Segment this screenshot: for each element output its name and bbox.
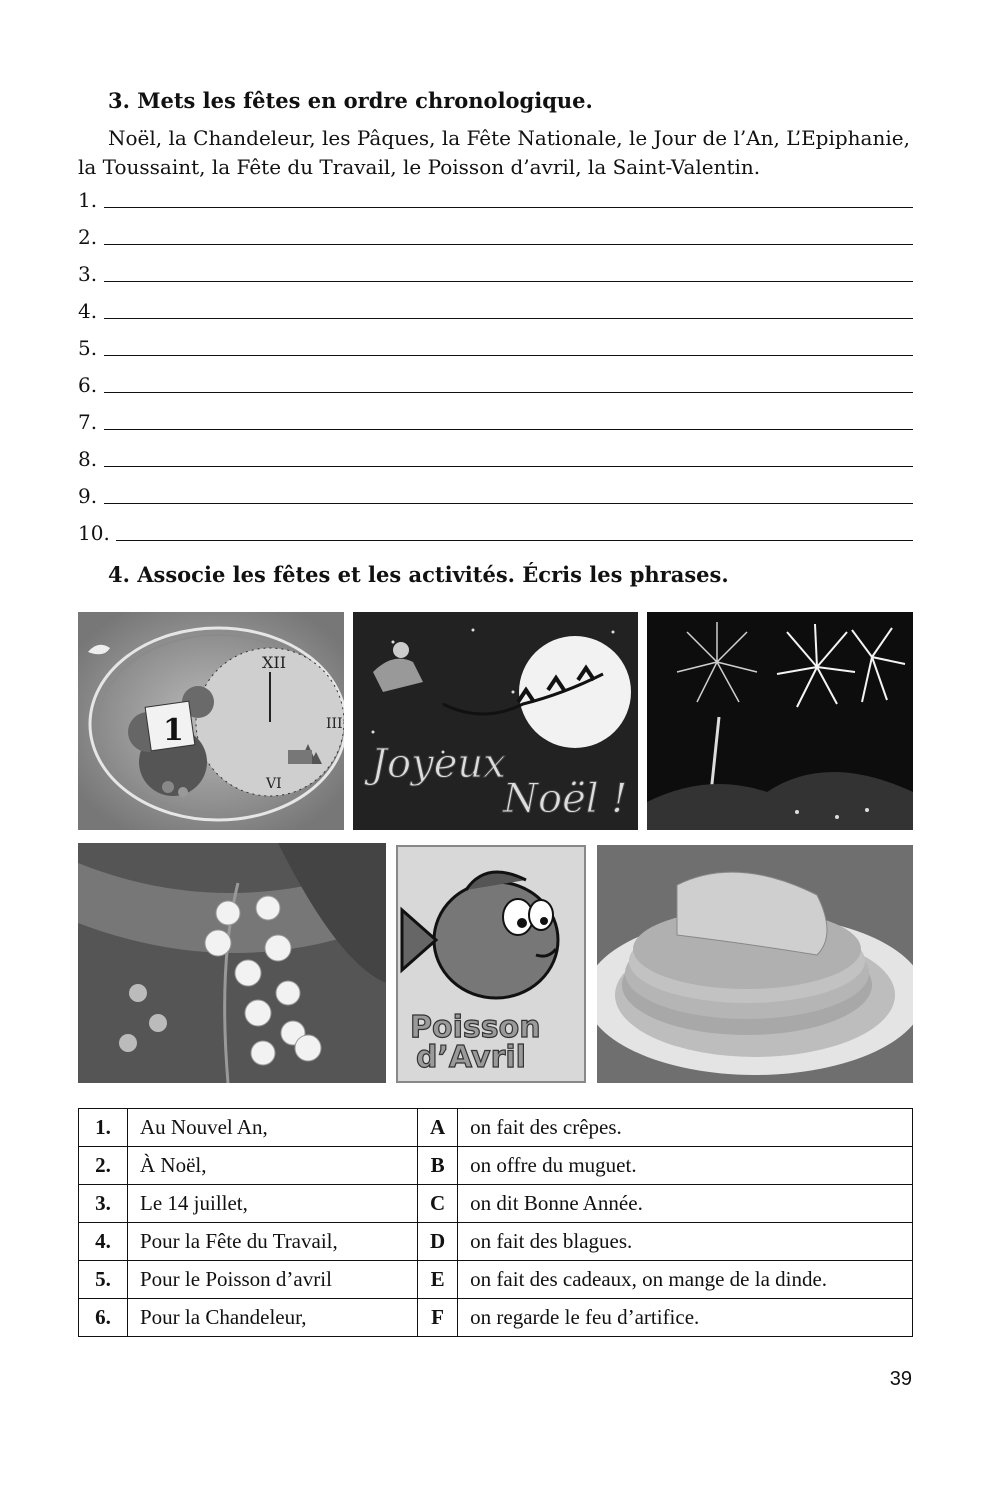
- row-letter: D: [418, 1223, 458, 1261]
- line-number: 3.: [78, 262, 98, 286]
- answer-line-8[interactable]: [78, 443, 913, 471]
- matching-table: [78, 1108, 913, 1337]
- row-letter: C: [418, 1185, 458, 1223]
- table-row: [79, 1185, 913, 1223]
- answer-line-3[interactable]: [78, 258, 913, 286]
- activity-cell: on dit Bonne Année.: [458, 1185, 913, 1223]
- joyeux-noel-image: [353, 612, 638, 830]
- row-letter: F: [418, 1299, 458, 1337]
- noel-text-line2: Noël !: [503, 776, 628, 822]
- line-number: 2.: [78, 225, 98, 249]
- line-number: 7.: [78, 410, 98, 434]
- line-number: 5.: [78, 336, 98, 360]
- poisson-text-line1: Poisson: [410, 1010, 541, 1045]
- page-number: 39: [889, 1368, 912, 1390]
- holiday-cell: Pour la Chandeleur,: [128, 1299, 418, 1337]
- table-row: [79, 1299, 913, 1337]
- answer-line-10[interactable]: [78, 517, 913, 545]
- answer-line-1[interactable]: [78, 184, 913, 212]
- table-row: [79, 1109, 913, 1147]
- exercise-3-title: 3. Mets les fêtes en ordre chronologique.: [108, 88, 593, 113]
- table-row: [79, 1261, 913, 1299]
- row-letter: A: [418, 1109, 458, 1147]
- activity-cell: on regarde le feu d’artifice.: [458, 1299, 913, 1337]
- line-number: 6.: [78, 373, 98, 397]
- holiday-cell: Au Nouvel An,: [128, 1109, 418, 1147]
- answer-line-2[interactable]: [78, 221, 913, 249]
- answer-line-4[interactable]: [78, 295, 913, 323]
- fireworks-image: [647, 612, 913, 830]
- exercise-3-text: Noël, la Chandeleur, les Pâques, la Fête Nationale, le Jour de l’An, L’Epiphanie, la Toussaint, la Fête du Travail, le Poisson d’avril, la Saint-Valentin.: [78, 126, 910, 179]
- table-row: [79, 1147, 913, 1185]
- svg-text:XII: XII: [262, 653, 287, 672]
- poisson-davril-image: [396, 845, 586, 1083]
- exercise-4-title: 4. Associe les fêtes et les activités. Écris les phrases.: [108, 562, 729, 587]
- line-number: 10.: [78, 521, 110, 545]
- holiday-cell: Le 14 juillet,: [128, 1185, 418, 1223]
- row-number: 5.: [79, 1261, 128, 1299]
- line-number: 1.: [78, 188, 98, 212]
- crepes-image: [597, 845, 913, 1083]
- line-number: 4.: [78, 299, 98, 323]
- row-number: 3.: [79, 1185, 128, 1223]
- clock-calendar-number: 1: [163, 713, 184, 748]
- svg-text:III: III: [326, 716, 343, 732]
- line-number: 8.: [78, 447, 98, 471]
- activity-cell: on fait des blagues.: [458, 1223, 913, 1261]
- holiday-cell: Pour la Fête du Travail,: [128, 1223, 418, 1261]
- new-year-clock-image: [78, 612, 344, 830]
- holiday-cell: À Noël,: [128, 1147, 418, 1185]
- svg-text:VI: VI: [266, 776, 282, 792]
- row-number: 4.: [79, 1223, 128, 1261]
- table-row: [79, 1223, 913, 1261]
- noel-text-line1: Joyeux: [371, 741, 506, 787]
- row-number: 1.: [79, 1109, 128, 1147]
- activity-cell: on fait des crêpes.: [458, 1109, 913, 1147]
- row-number: 6.: [79, 1299, 128, 1337]
- answer-line-7[interactable]: [78, 406, 913, 434]
- answer-line-9[interactable]: [78, 480, 913, 508]
- activity-cell: on offre du muguet.: [458, 1147, 913, 1185]
- line-number: 9.: [78, 484, 98, 508]
- activity-cell: on fait des cadeaux, on mange de la dinde.: [458, 1261, 913, 1299]
- answer-line-6[interactable]: [78, 369, 913, 397]
- row-letter: E: [418, 1261, 458, 1299]
- row-letter: B: [418, 1147, 458, 1185]
- muguet-image: [78, 843, 386, 1083]
- holiday-cell: Pour le Poisson d’avril: [128, 1261, 418, 1299]
- poisson-text-line2: d’Avril: [416, 1040, 526, 1075]
- answer-line-5[interactable]: [78, 332, 913, 360]
- row-number: 2.: [79, 1147, 128, 1185]
